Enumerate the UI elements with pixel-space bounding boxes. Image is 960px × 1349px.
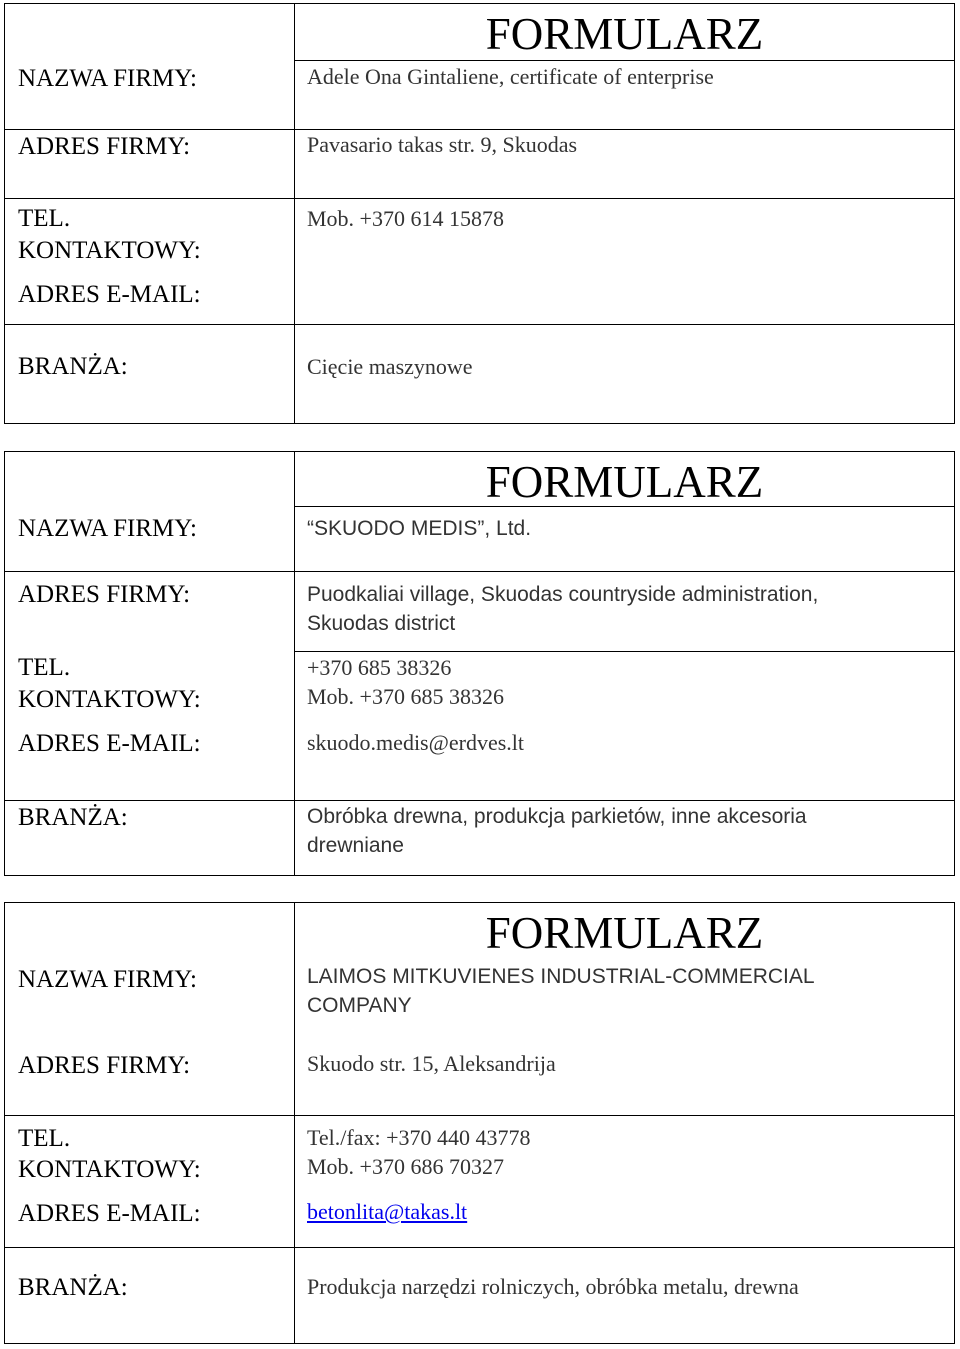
form-card-2	[4, 451, 955, 876]
form-title: FORMULARZ	[485, 908, 764, 958]
email-value: skuodo.medis@erdves.lt	[307, 730, 525, 755]
industry-value-line2: drewniane	[307, 834, 404, 857]
form-card-3	[4, 902, 955, 1344]
industry-value: Obróbka drewna, produkcja parkietów, inne akcesoria	[307, 805, 807, 828]
company-name-value: Adele Ona Gintaliene, certificate of enterprise	[307, 64, 714, 89]
phone-label: TEL.	[18, 205, 71, 232]
company-address-value: Pavasario takas str. 9, Skuodas	[307, 132, 578, 157]
email-label: ADRES E-MAIL:	[18, 281, 201, 308]
email-label: ADRES E-MAIL:	[18, 1200, 201, 1227]
company-address-label: ADRES FIRMY:	[18, 581, 191, 608]
industry-label: BRANŻA:	[18, 804, 128, 831]
industry-value: Cięcie maszynowe	[307, 354, 473, 379]
form-title: FORMULARZ	[485, 457, 764, 507]
company-address-value: Skuodo str. 15, Aleksandrija	[307, 1051, 556, 1076]
row-divider	[5, 571, 954, 572]
company-address-label: ADRES FIRMY:	[18, 1052, 191, 1079]
row-divider	[5, 198, 954, 199]
company-name-label: NAZWA FIRMY:	[18, 966, 197, 993]
row-divider	[295, 60, 954, 61]
email-label: ADRES E-MAIL:	[18, 730, 201, 757]
row-divider	[295, 651, 954, 652]
phone-value: +370 685 38326	[307, 655, 452, 680]
phone-value-line2: Mob. +370 686 70327	[307, 1154, 504, 1179]
company-name-label: NAZWA FIRMY:	[18, 65, 197, 92]
phone-label-line2: KONTAKTOWY:	[18, 237, 201, 264]
phone-label: TEL.	[18, 654, 71, 681]
company-address-label: ADRES FIRMY:	[18, 133, 191, 160]
row-divider	[5, 324, 954, 325]
phone-value: Mob. +370 614 15878	[307, 206, 504, 231]
phone-value-line2: Mob. +370 685 38326	[307, 684, 504, 709]
phone-label-line2: KONTAKTOWY:	[18, 1156, 201, 1183]
company-name-value: “SKUODO MEDIS”, Ltd.	[307, 517, 532, 540]
row-divider	[5, 1247, 954, 1248]
industry-label: BRANŻA:	[18, 1274, 128, 1301]
industry-value: Produkcja narzędzi rolniczych, obróbka metalu, drewna	[307, 1274, 799, 1299]
form-card-1	[4, 3, 955, 424]
phone-value: Tel./fax: +370 440 43778	[307, 1125, 531, 1150]
company-name-value-line2: COMPANY	[307, 994, 412, 1017]
company-address-value: Puodkaliai village, Skuodas countryside administration,	[307, 583, 819, 606]
company-name-value: LAIMOS MITKUVIENES INDUSTRIAL-COMMERCIAL	[307, 965, 815, 988]
company-name-label: NAZWA FIRMY:	[18, 515, 197, 542]
phone-label: TEL.	[18, 1125, 71, 1152]
row-divider	[5, 800, 954, 801]
industry-label: BRANŻA:	[18, 353, 128, 380]
company-address-value-line2: Skuodas district	[307, 612, 456, 635]
phone-label-line2: KONTAKTOWY:	[18, 686, 201, 713]
form-title: FORMULARZ	[485, 9, 764, 59]
email-link[interactable]: betonlita@takas.lt	[307, 1199, 468, 1224]
row-divider	[5, 1115, 954, 1116]
